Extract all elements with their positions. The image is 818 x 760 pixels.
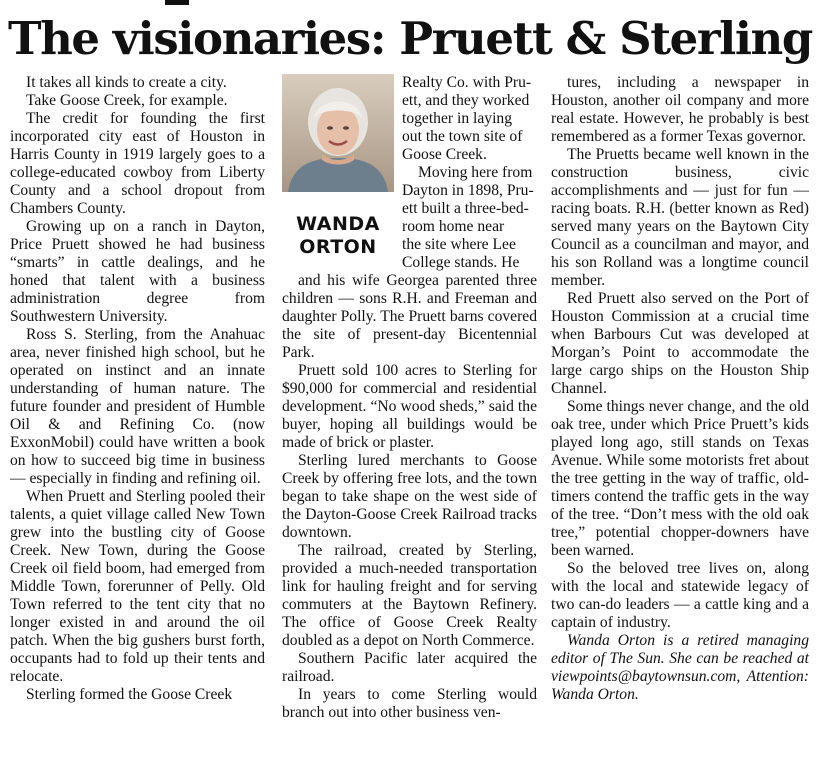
paragraph: It takes all kinds to create a city. bbox=[26, 74, 227, 91]
paragraph: The Pruetts became well known in the construction business, civic accomplishments and — just for fun — racing boats. R.H. (better known as Red) served many years on the Baytown City Council as a councilman and mayor, and his son Rolland was a longtime council member. bbox=[551, 146, 809, 289]
paragraph: Sterling lured merchants to Goose Creek by offering free lots, and the town began to take shape on the west side of the Dayton-Goose Creek Railroad tracks downtown. bbox=[282, 452, 537, 541]
wrapped-line: together in laying bbox=[402, 110, 512, 127]
paragraph: and his wife Georgea parented three children — sons R.H. and Freeman and daughter Polly. The Pruett barns covered the site of present-day Bicentennial Park. bbox=[282, 272, 537, 361]
paragraph: When Pruett and Sterling pooled their talents, a quiet village called New Town grew into the bustling city of Goose Creek. New Town, during the Goose Creek oil field boom, had emerged from Middle Town, forerunner of Pelly. Old Town referred to the tent city that no longer existed in and around the oil patch. When the big gushers burst forth, occupants had to fold up their tents and relocate. bbox=[10, 488, 265, 685]
paragraph: Growing up on a ranch in Dayton, Price Pruett showed he had business “smarts” in cattle dealings, and he honed that talent with a business administration degree from Southwestern University. bbox=[10, 218, 265, 325]
wrapped-line: Dayton in 1898, Pru- bbox=[402, 182, 534, 199]
wrapped-line: College stands. He bbox=[402, 254, 520, 271]
byline bbox=[282, 213, 394, 259]
paragraph: The railroad, created by Sterling, provided a much-needed transportation link for hauling freight and for serving commuters at the Baytown Refinery. The office of Goose Creek Realty doubled as a depot on North Commerce. bbox=[282, 542, 537, 649]
paragraph: The credit for founding the first incorporated city east of Houston in Harris County in 1919 largely goes to a college-educated cowboy from Liberty County and a school dropout from Chambers County. bbox=[10, 110, 265, 217]
column-2-body bbox=[282, 272, 537, 722]
top-rule bbox=[165, 0, 189, 5]
byline-last-name: ORTON bbox=[299, 236, 377, 258]
wrapped-line: Realty Co. with Pru- bbox=[402, 74, 532, 91]
headline: The visionaries: Pruett & Sterling bbox=[8, 12, 812, 65]
wrapped-line: room home near bbox=[402, 218, 505, 235]
wrapped-line: Goose Creek. bbox=[402, 146, 487, 163]
paragraph: Southern Pacific later acquired the railroad. bbox=[282, 650, 537, 685]
paragraph: So the beloved tree lives on, along with the local and statewide legacy of two can-do leaders — a cattle king and a captain of industry. bbox=[551, 560, 809, 631]
paragraph: In years to come Sterling would branch out into other business ven- bbox=[282, 686, 537, 721]
column-1 bbox=[10, 74, 265, 704]
wrapped-line: Moving here from bbox=[418, 164, 533, 181]
author-tagline bbox=[551, 632, 809, 704]
paragraph: Red Pruett also served on the Port of Houston Commission at a crucial time when Barbours Cut was developed at Morgan’s Point to accommodate the large cargo ships on the Houston Ship Channel. bbox=[551, 290, 809, 397]
paragraph: Ross S. Sterling, from the Anahuac area, never finished high school, but he operated on instinct and an innate understanding of human nature. The future founder and president of Humble Oil & and Refining Co. (now ExxonMobil) could have written a book on how to succeed big time in business — especially in finding and refining oil. bbox=[10, 326, 265, 487]
column-2 bbox=[282, 74, 537, 722]
column-3 bbox=[551, 74, 809, 704]
byline-first-name: WANDA bbox=[296, 213, 380, 235]
paragraph: Take Goose Creek, for example. bbox=[26, 92, 228, 109]
paragraph: Some things never change, and the old oak tree, under which Price Pruett’s kids played long ago, still stands on Texas Avenue. While some motorists fret about the tree getting in the way of traffic, old-timers contend the traffic gets in the way of the tree. “Don’t mess with the old oak tree,” potential chopper-downers have been warned. bbox=[551, 398, 809, 559]
wrapped-line: ett, and they worked bbox=[402, 92, 530, 109]
paragraph: tures, including a newspaper in Houston, another oil company and more real estate. However, he probably is best remembered as a former Texas governor. bbox=[551, 74, 809, 145]
column-3-body bbox=[551, 74, 809, 632]
wrapped-line: ett built a three-bed- bbox=[402, 200, 529, 217]
paragraph: Sterling formed the Goose Creek bbox=[26, 686, 233, 703]
tagline-text: Wanda Orton is a retired managing editor of The Sun. She can be reached at viewpoints@baytownsun.com, Attention: Wanda Orton. bbox=[551, 632, 809, 703]
wrapped-line: out the town site of bbox=[402, 128, 523, 145]
byline-box bbox=[282, 74, 394, 264]
columnist-portrait-icon bbox=[282, 74, 394, 192]
paragraph: Pruett sold 100 acres to Sterling for $90,000 for commercial and residential development. “No wood sheds,” said the buyer, hoping all buildings would be made of brick or plaster. bbox=[282, 362, 537, 451]
wrapped-line: the site where Lee bbox=[402, 236, 516, 253]
